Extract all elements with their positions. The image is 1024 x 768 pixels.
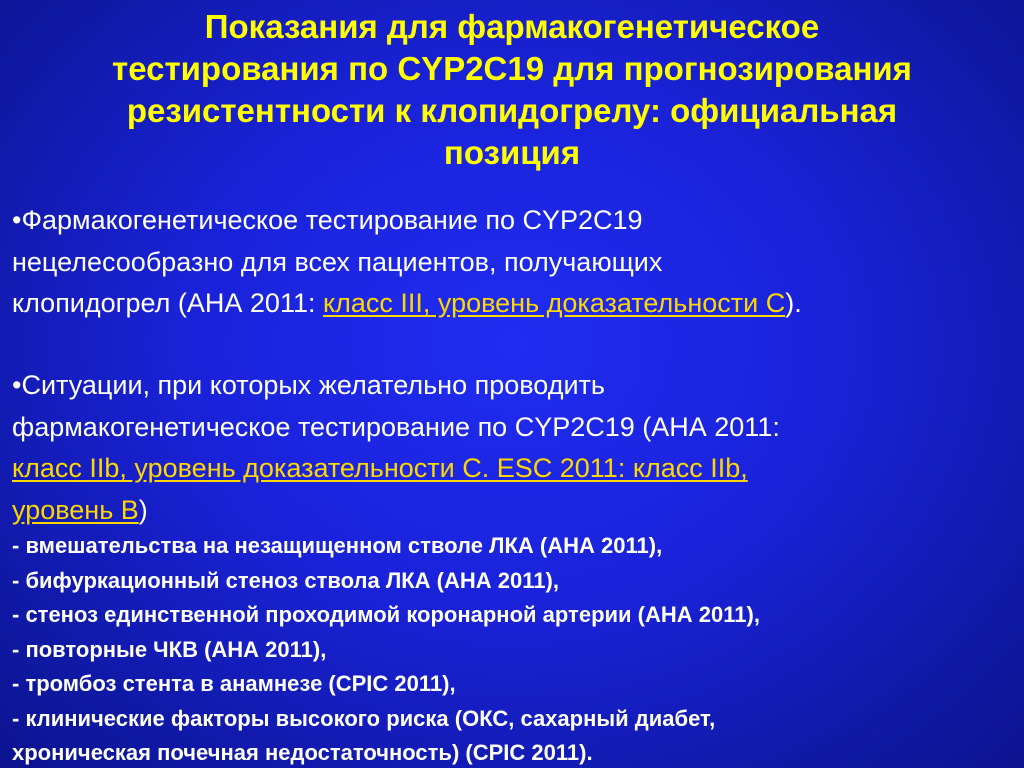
- bullet-not-recommended: [12, 200, 1022, 325]
- list-item: - бифуркационный стеноз ствола ЛКА (АНА 2011),: [12, 567, 559, 593]
- evidence-class-link-3[interactable]: уровень В: [12, 494, 139, 525]
- list-item: хроническая почечная недостаточность) (CPIC 2011).: [12, 740, 593, 765]
- bullet-2-line-2: фармакогенетическое тестирование по CYP2C19 (АНА 2011:: [12, 411, 780, 442]
- bullet-1-line-3: [12, 283, 1022, 325]
- title-line-4: позиция: [443, 134, 581, 171]
- list-item: - вмешательства на незащищенном стволе ЛКА (АНА 2011),: [12, 533, 663, 558]
- bullet-recommended-situations: [12, 365, 1022, 531]
- title-line-3: резистентности к клопидогрелу: официальная: [126, 92, 898, 129]
- title-line-1: Показания для фармакогенетическое: [204, 8, 820, 45]
- bullet-2-line-4-suffix: ): [138, 494, 148, 525]
- title-line-2: тестирования по CYP2C19 для прогнозирования: [112, 50, 912, 87]
- list-item: - клинические факторы высокого риска (ОКС, сахарный диабет,: [12, 705, 716, 731]
- bullet-1-line-3-suffix: ).: [785, 288, 802, 318]
- bullet-1-line-2: нецелесообразно для всех пациентов, получающих: [12, 246, 663, 277]
- bullet-2-line-3: [12, 448, 1022, 490]
- list-item: - повторные ЧКВ (АНА 2011),: [12, 636, 327, 662]
- bullet-2-line-4: [12, 490, 1022, 532]
- bullet-1-line-3-prefix: клопидогрел (АНА 2011:: [12, 288, 323, 318]
- indications-list: [12, 529, 1022, 768]
- list-item: - тромбоз стента в анамнезе (CPIC 2011),: [12, 671, 456, 696]
- bullet-1-line-1: •Фармакогенетическое тестирование по CYP2C19: [12, 205, 643, 235]
- evidence-class-link-1[interactable]: класс III, уровень доказательности С: [322, 288, 786, 318]
- evidence-class-link-2[interactable]: класс IIb, уровень доказательности С. ESC 2011: класс IIb,: [12, 453, 748, 483]
- list-item: - стеноз единственной проходимой коронарной артерии (АНА 2011),: [12, 602, 760, 627]
- slide-title: [0, 6, 1024, 174]
- bullet-2-line-1: •Ситуации, при которых желательно проводить: [12, 370, 605, 400]
